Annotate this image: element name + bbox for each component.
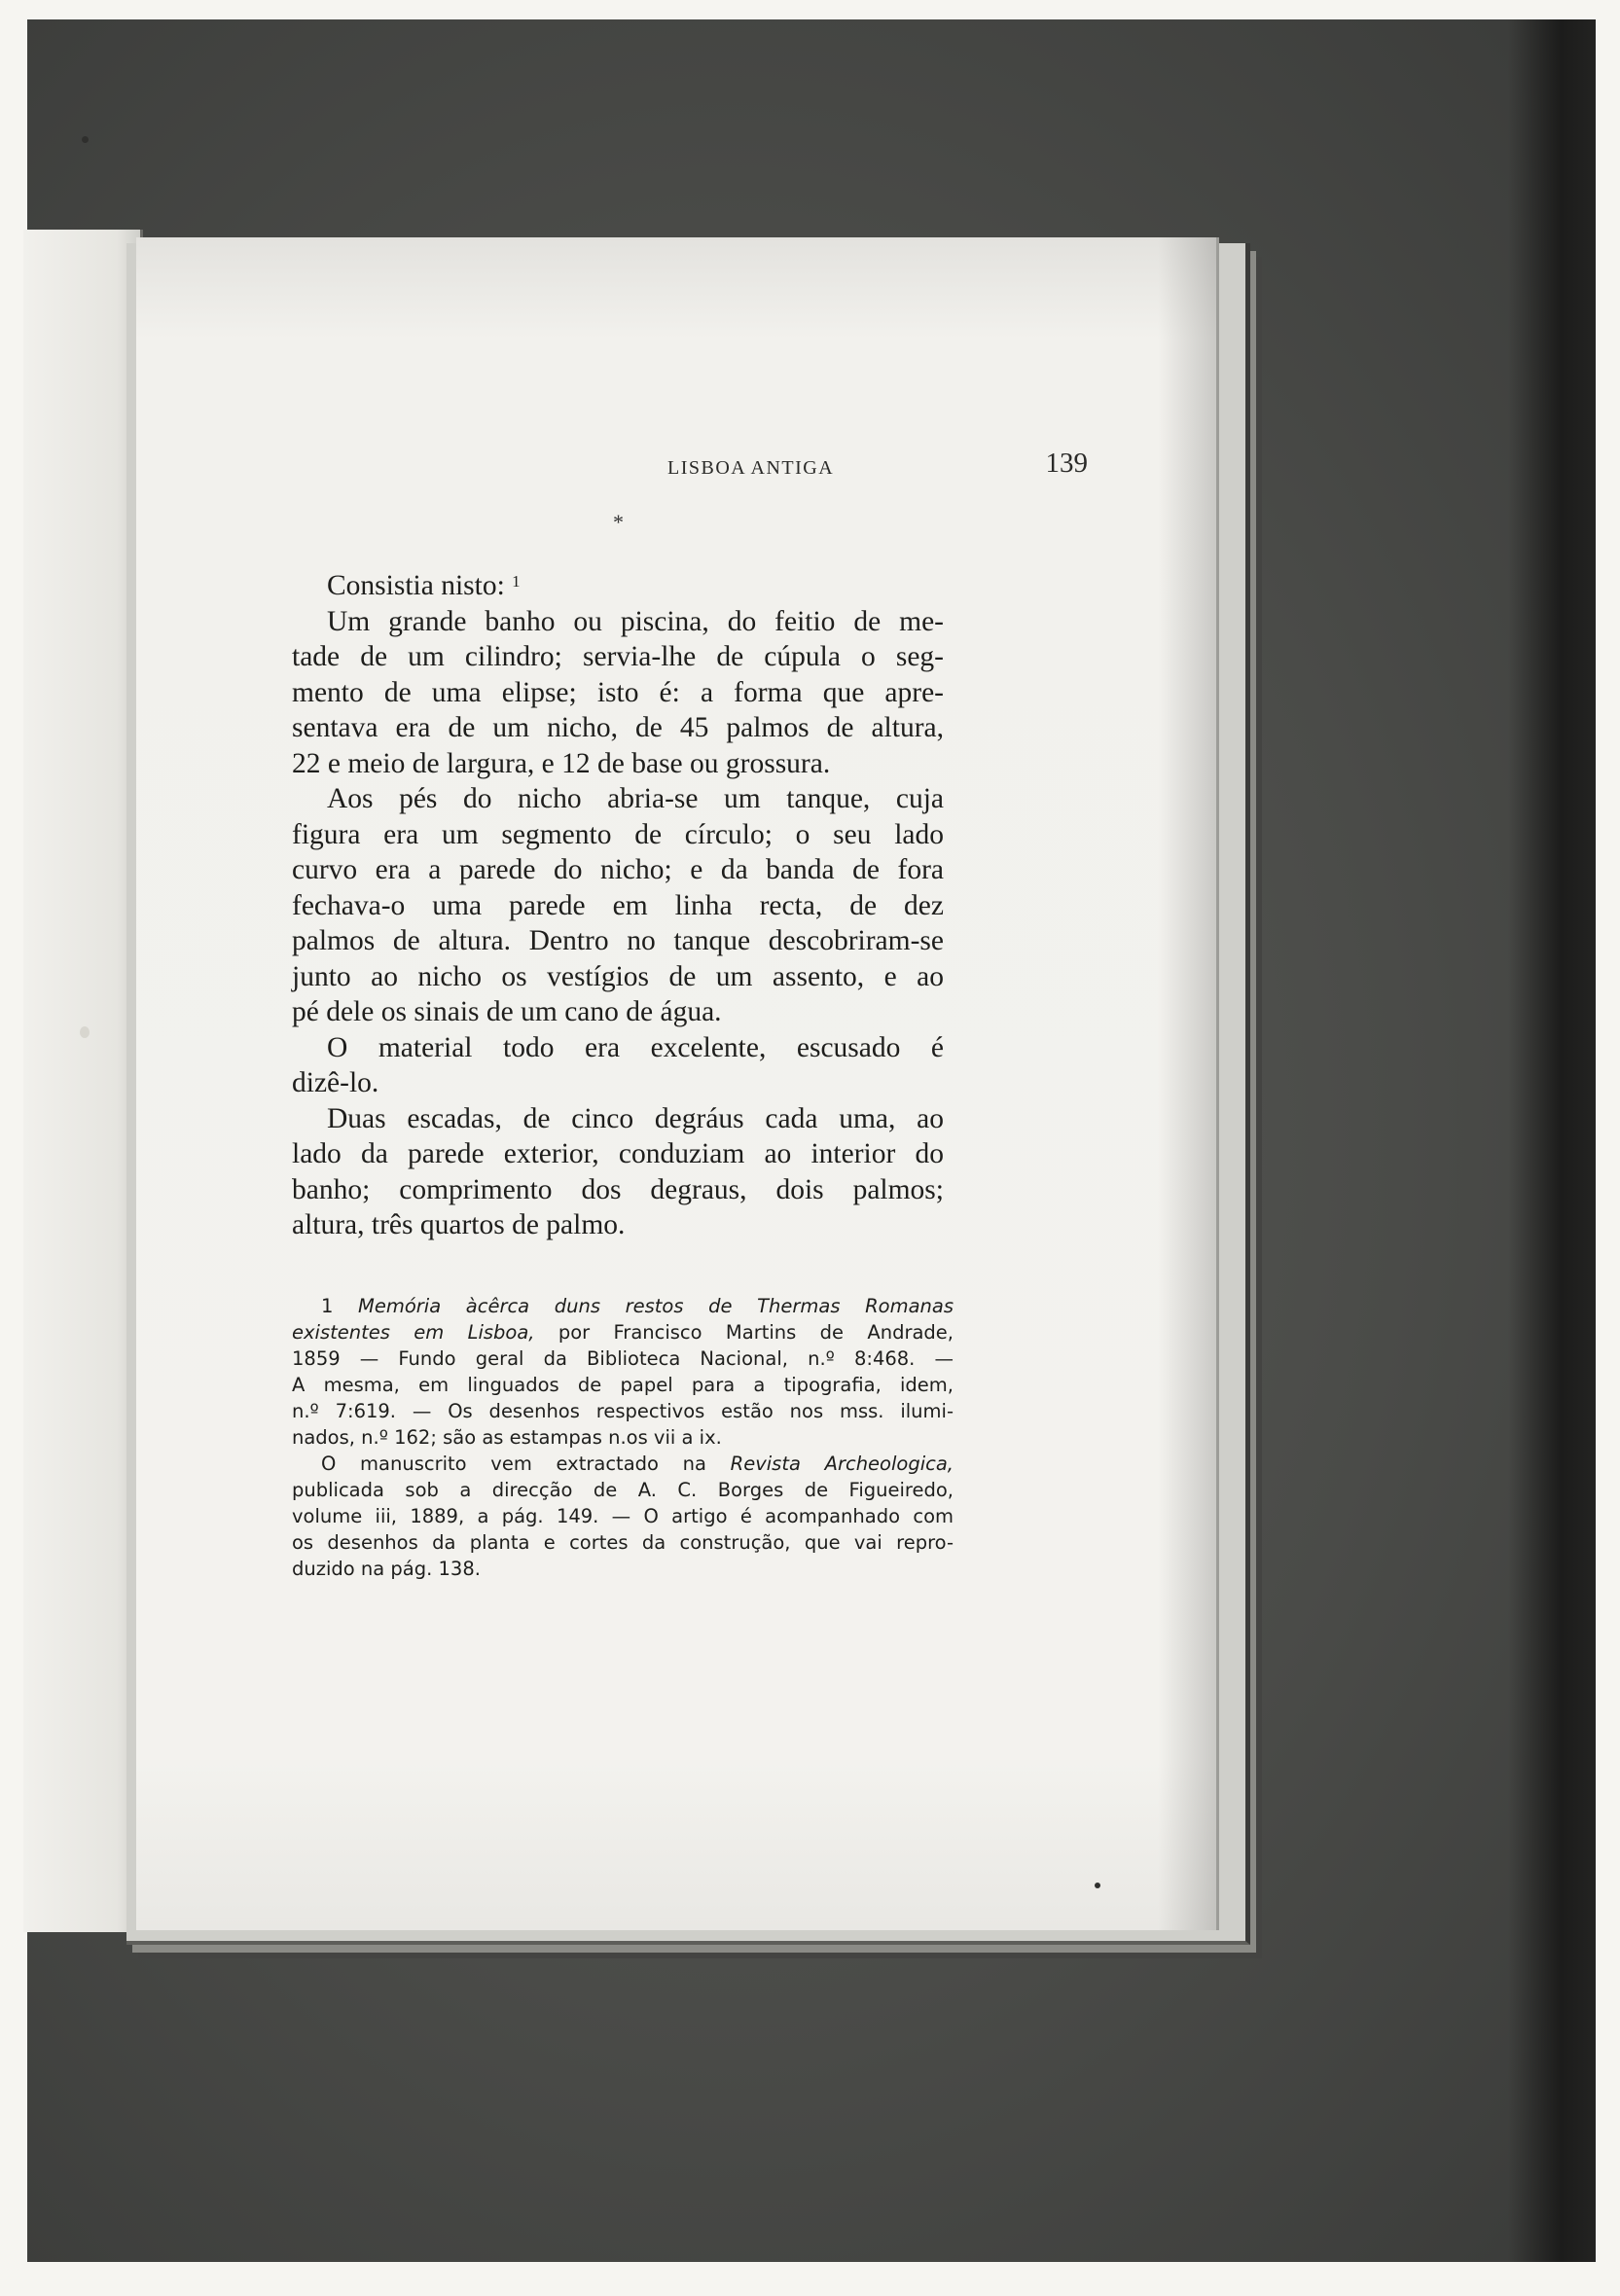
text-line-content: Aos pés do nicho abria-se um tanque, cuja: [327, 783, 944, 814]
text-line-content: mento de uma elipse; isto é: a forma que apre-: [292, 676, 944, 708]
text-line-content: junto ao nicho os vestígios de um assento, e ao: [292, 960, 944, 992]
text-line: [292, 781, 944, 817]
text-line: [292, 888, 944, 924]
text-line-content: tade de um cilindro; servia-lhe de cúpula o seg-: [292, 641, 944, 672]
footnote-italic-text: Revista Archeologica,: [730, 1453, 954, 1475]
footnote-line: [292, 1398, 954, 1424]
footnote-line: [292, 1372, 954, 1398]
text-line-content: dizê-lo.: [292, 1067, 379, 1098]
footnote-line: [292, 1503, 954, 1529]
text-line-content: sentava era de um nicho, de 45 palmos de altura,: [292, 712, 944, 743]
footnote-text: 1: [321, 1295, 359, 1317]
footnote-text: n.º 7:619. — Os desenhos respectivos estão nos mss. ilumi-: [292, 1400, 954, 1422]
text-line-content: lado da parede exterior, conduziam ao interior do: [292, 1138, 944, 1169]
footnote-text: publicada sob a direcção de A. C. Borges de Figueiredo,: [292, 1479, 954, 1501]
running-title: LISBOA ANTIGA: [667, 457, 835, 479]
page-number: 139: [1045, 448, 1088, 479]
text-line-content: fechava-o uma parede em linha recta, de dez: [292, 889, 944, 921]
text-line: [292, 675, 944, 711]
footnote-line: [292, 1424, 954, 1451]
running-head: [533, 448, 1088, 486]
text-line: [292, 923, 944, 959]
text-line: [292, 994, 944, 1030]
footnote-text: 1859 — Fundo geral da Biblioteca Nacional, n.º 8:468. —: [292, 1347, 954, 1370]
text-line: [292, 852, 944, 888]
text-line: [292, 959, 944, 995]
footnote-line: [292, 1293, 954, 1319]
footnote-italic-text: existentes em Lisboa,: [292, 1321, 535, 1344]
book-page: [136, 237, 1219, 1930]
text-line: [292, 568, 944, 604]
footnote-line: [292, 1451, 954, 1477]
text-line-content: curvo era a parede do nicho; e da banda de fora: [292, 854, 944, 885]
text-line-content: Consistia nisto:: [327, 570, 513, 601]
text-line-content: palmos de altura. Dentro no tanque descobriram-se: [292, 925, 944, 956]
scan-speck: [1095, 1883, 1100, 1888]
footnote-text: por Francisco Martins de Andrade,: [534, 1321, 954, 1344]
section-ornament: *: [613, 510, 624, 534]
footnote-text: nados, n.º 162; são as estampas n.os vii a ix.: [292, 1426, 722, 1449]
footnote-marker: 1: [512, 572, 521, 591]
text-line: [292, 1030, 944, 1066]
text-line-content: pé dele os sinais de um cano de água.: [292, 996, 722, 1027]
text-line: [292, 1136, 944, 1172]
scan-speck: [82, 136, 89, 143]
text-line: [292, 604, 944, 640]
footnote-text: A mesma, em linguados de papel para a tipografia, idem,: [292, 1374, 954, 1396]
footnote-line: [292, 1529, 954, 1556]
text-line: [292, 746, 944, 782]
text-line: [292, 639, 944, 675]
footnote-italic-text: Memória àcêrca duns restos de Thermas Romanas: [358, 1295, 954, 1317]
text-line-content: altura, três quartos de palmo.: [292, 1209, 626, 1240]
footnotes: [292, 1293, 954, 1582]
footnote-text: duzido na pág. 138.: [292, 1558, 481, 1580]
footnote-line: [292, 1556, 954, 1582]
text-line-content: Duas escadas, de cinco degráus cada uma, ao: [327, 1102, 944, 1134]
footnote-line: [292, 1319, 954, 1345]
footnote-text: os desenhos da planta e cortes da construção, que vai repro-: [292, 1531, 954, 1554]
scan-speck: [80, 1026, 90, 1038]
text-line: [292, 1172, 944, 1208]
footnote-text: volume iii, 1889, a pág. 149. — O artigo é acompanhado com: [292, 1505, 954, 1527]
text-line: [292, 1207, 944, 1243]
text-line-content: figura era um segmento de círculo; o seu lado: [292, 818, 944, 850]
text-line: [292, 1065, 944, 1101]
text-line: [292, 1101, 944, 1137]
text-line-content: Um grande banho ou piscina, do feitio de me-: [327, 605, 944, 637]
text-line: [292, 710, 944, 746]
facing-page-edge: [23, 230, 143, 1932]
text-line-content: O material todo era excelente, escusado é: [327, 1031, 944, 1063]
footnote-line: [292, 1345, 954, 1372]
footnote-line: [292, 1477, 954, 1503]
text-line-content: banho; comprimento dos degraus, dois palmos;: [292, 1173, 944, 1205]
text-line-content: 22 e meio de largura, e 12 de base ou grossura.: [292, 747, 831, 779]
text-line: [292, 817, 944, 853]
footnote-text: O manuscrito vem extractado na: [321, 1453, 731, 1475]
body-text: [292, 568, 944, 1243]
